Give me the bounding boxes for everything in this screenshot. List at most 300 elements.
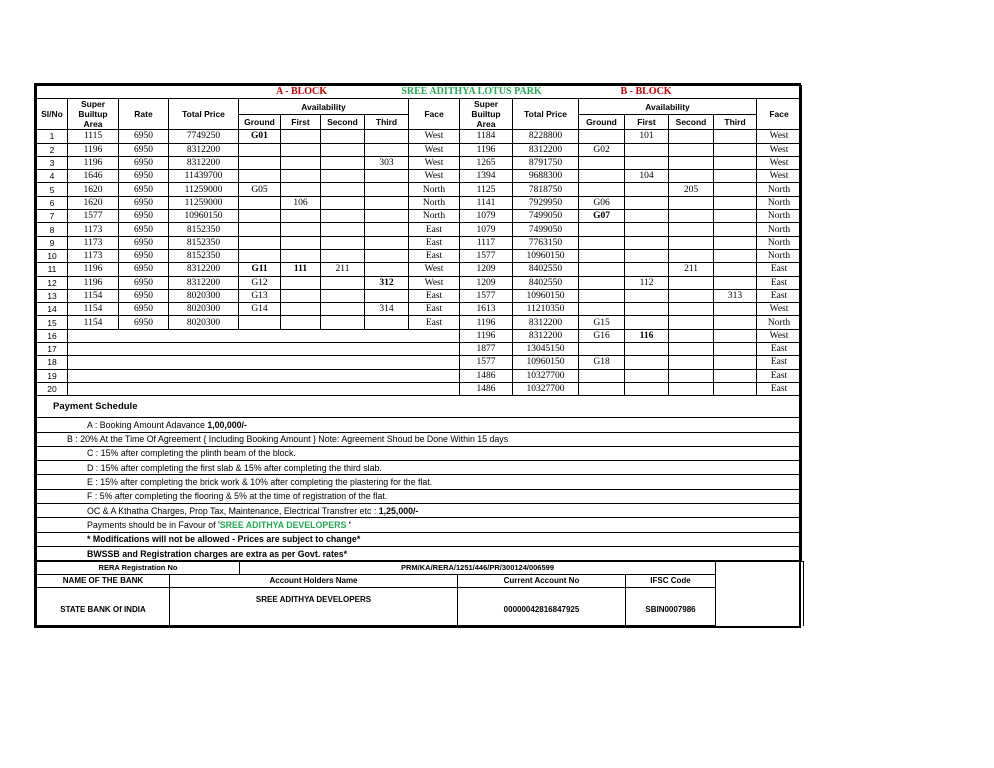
bwssb-note: BWSSB and Registration charges are extra as per Govt. rates* [37,546,802,560]
cell-b-g [579,369,625,382]
cell-b-face: North [757,249,802,262]
cell-a-face: North [409,210,460,223]
payment-d-row [37,461,802,475]
cell-a-price: 7749250 [169,130,239,143]
cell-b-t [714,196,757,209]
cell-b-area: 1577 [460,249,513,262]
cell-b-face: North [757,223,802,236]
cell-b-price: 8402550 [513,263,579,276]
cell-b-s [669,382,714,395]
col-total-price: Total Price [169,99,239,130]
col-availability: Availability [239,99,409,115]
payment-oc-row [37,504,802,518]
table-row [37,223,802,236]
cell-b-s: 205 [669,183,714,196]
cell-sl: 4 [37,170,68,183]
cell-b-f [625,183,669,196]
table-row [37,303,802,316]
empty-a-block-cell [68,369,460,382]
cell-a-face: West [409,156,460,169]
favour-end: ' [346,519,351,530]
table-row [37,356,802,369]
cell-b-f [625,289,669,302]
cell-b-t [714,236,757,249]
cell-b-t [714,356,757,369]
cell-b-face: East [757,276,802,289]
cell-a-face: East [409,236,460,249]
table-row [37,343,802,356]
cell-b-price: 8312200 [513,143,579,156]
cell-a-t [365,170,409,183]
cell-b-g [579,263,625,276]
cell-a-price: 8020300 [169,316,239,329]
cell-a-area: 1173 [68,223,119,236]
cell-a-price: 10960150 [169,210,239,223]
cell-b-price: 13045150 [513,343,579,356]
cell-b-area: 1486 [460,382,513,395]
cell-b-s [669,316,714,329]
cell-sl: 8 [37,223,68,236]
cell-b-g: G15 [579,316,625,329]
cell-b-t [714,329,757,342]
payment-f-row [37,489,802,503]
cell-a-t: 314 [365,303,409,316]
cell-b-s [669,236,714,249]
table-row [37,130,802,143]
col-b-first: First [625,114,669,130]
favour-text: Payments should be in Favour of ' [87,519,220,530]
table-row [37,289,802,302]
cell-a-price: 11259000 [169,196,239,209]
cell-a-t [365,289,409,302]
payment-a-row [37,418,802,432]
cell-a-g: G14 [239,303,281,316]
cell-a-price: 8152350 [169,236,239,249]
cell-b-face: East [757,263,802,276]
payment-oc-text: OC & A Kthatha Charges, Prop Tax, Maintenance, Electrical Transfrer etc : [87,505,379,516]
cell-sl: 12 [37,276,68,289]
cell-sl: 16 [37,329,68,342]
cell-b-f [625,382,669,395]
cell-b-g [579,183,625,196]
price-table [36,85,802,561]
cell-a-area: 1196 [68,143,119,156]
cell-a-s [321,210,365,223]
cell-b-t [714,210,757,223]
cell-a-face: East [409,316,460,329]
cell-b-area: 1196 [460,329,513,342]
cell-b-t [714,156,757,169]
cell-b-f [625,196,669,209]
cell-a-s [321,316,365,329]
cell-a-s [321,236,365,249]
cell-b-s [669,329,714,342]
cell-b-g: G18 [579,356,625,369]
cell-b-area: 1209 [460,276,513,289]
cell-a-g [239,223,281,236]
cell-b-f [625,303,669,316]
payment-c: C : 15% after completing the plinth beam of the block. [37,446,802,460]
cell-b-face: East [757,356,802,369]
payment-c-row [37,446,802,460]
cell-b-g [579,249,625,262]
cell-a-area: 1154 [68,289,119,302]
cell-a-face: West [409,130,460,143]
cell-a-area: 1154 [68,316,119,329]
cell-a-price: 8312200 [169,156,239,169]
cell-b-area: 1209 [460,263,513,276]
empty-a-block-cell [68,382,460,395]
empty-a-block-cell [68,329,460,342]
table-row [37,249,802,262]
table-row [37,210,802,223]
bank-values-row [37,588,804,626]
cell-b-t [714,223,757,236]
cell-a-price: 8312200 [169,276,239,289]
cell-b-s [669,143,714,156]
cell-b-s: 211 [669,263,714,276]
cell-b-area: 1079 [460,210,513,223]
cell-a-area: 1196 [68,263,119,276]
col-b-total-price: Total Price [513,99,579,130]
col-first: First [281,114,321,130]
price-sheet [34,83,801,628]
empty-a-block-cell [68,343,460,356]
cell-a-g [239,236,281,249]
bwssb-note-row [37,546,802,560]
cell-a-rate: 6950 [119,143,169,156]
cell-b-g [579,382,625,395]
cell-b-g [579,223,625,236]
col-super-builtup: Super Builtup Area [68,99,119,130]
cell-a-t [365,263,409,276]
cell-b-t [714,170,757,183]
cell-sl: 10 [37,249,68,262]
cell-a-f [281,249,321,262]
cell-a-t: 312 [365,276,409,289]
payment-oc-amount: 1,25,000/- [378,505,419,516]
cell-b-f [625,316,669,329]
cell-a-s [321,130,365,143]
cell-sl: 1 [37,130,68,143]
cell-b-area: 1125 [460,183,513,196]
cell-a-area: 1646 [68,170,119,183]
cell-a-g [239,196,281,209]
cell-a-face: East [409,303,460,316]
cell-b-s [669,356,714,369]
cell-b-face: West [757,303,802,316]
b-block-title: B - BLOCK [579,86,714,99]
empty-a-block-cell [68,356,460,369]
cell-sl: 13 [37,289,68,302]
table-row [37,369,802,382]
cell-a-rate: 6950 [119,130,169,143]
payment-e: E : 15% after completing the brick work & 10% after completing the plastering for the flat. [37,475,802,489]
cell-b-f [625,143,669,156]
cell-b-g [579,276,625,289]
cell-b-f [625,343,669,356]
payment-f: F : 5% after completing the flooring & 5% at the time of registration of the flat. [37,489,802,503]
rera-label: RERA Registration No [37,562,240,575]
cell-b-s [669,343,714,356]
cell-b-f: 104 [625,170,669,183]
cell-b-price: 7499050 [513,210,579,223]
account-no-value: 00000042816847925 [458,588,626,626]
cell-a-face: West [409,276,460,289]
cell-a-g [239,156,281,169]
cell-a-face: West [409,170,460,183]
cell-b-g [579,170,625,183]
empty-title-left [37,86,239,99]
cell-b-area: 1196 [460,316,513,329]
table-row [37,382,802,395]
cell-b-s [669,156,714,169]
cell-a-face: North [409,183,460,196]
table-row [37,170,802,183]
cell-a-rate: 6950 [119,196,169,209]
cell-b-area: 1613 [460,303,513,316]
cell-sl: 18 [37,356,68,369]
cell-a-t [365,223,409,236]
cell-b-area: 1577 [460,289,513,302]
cell-a-s [321,223,365,236]
cell-b-f [625,263,669,276]
cell-b-face: West [757,170,802,183]
cell-b-t [714,303,757,316]
cell-b-price: 7763150 [513,236,579,249]
cell-b-price: 10327700 [513,369,579,382]
bank-name-value: STATE BANK Of INDIA [37,588,170,626]
account-holder-label: Account Holders Name [170,575,458,588]
table-row [37,329,802,342]
cell-a-f [281,183,321,196]
cell-b-price: 10960150 [513,289,579,302]
cell-a-area: 1196 [68,276,119,289]
table-row [37,183,802,196]
cell-b-s [669,130,714,143]
cell-b-f [625,210,669,223]
col-b-third: Third [714,114,757,130]
col-b-ground: Ground [579,114,625,130]
payment-schedule-title: Payment Schedule [37,396,802,418]
cell-b-area: 1877 [460,343,513,356]
cell-a-rate: 6950 [119,316,169,329]
bank-header-row [37,575,804,588]
cell-b-face: North [757,196,802,209]
cell-b-g [579,130,625,143]
cell-a-g: G13 [239,289,281,302]
cell-a-t [365,130,409,143]
cell-a-t [365,249,409,262]
cell-a-t [365,236,409,249]
col-b-availability: Availability [579,99,757,115]
col-third: Third [365,114,409,130]
cell-a-f [281,170,321,183]
cell-a-area: 1154 [68,303,119,316]
cell-b-price: 7499050 [513,223,579,236]
cell-b-g: G02 [579,143,625,156]
modification-note-row [37,532,802,546]
col-b-super-builtup: Super Builtup Area [460,99,513,130]
cell-b-f [625,236,669,249]
cell-b-price: 8402550 [513,276,579,289]
col-second: Second [321,114,365,130]
cell-a-g [239,316,281,329]
bank-table [36,561,804,626]
cell-b-face: North [757,236,802,249]
cell-b-price: 7818750 [513,183,579,196]
cell-a-g [239,210,281,223]
account-no-label: Current Account No [458,575,626,588]
cell-b-g [579,289,625,302]
col-b-face: Face [757,99,802,130]
project-title: SREE ADITHYA LOTUS PARK [365,86,579,99]
payment-a-text: A : Booking Amount Adavance [87,419,208,430]
table-row [37,156,802,169]
cell-b-s [669,196,714,209]
cell-a-s [321,183,365,196]
cell-a-g [239,170,281,183]
table-row [37,196,802,209]
cell-a-s [321,170,365,183]
cell-b-face: East [757,382,802,395]
cell-a-area: 1173 [68,249,119,262]
cell-b-f [625,223,669,236]
account-holder-value: SREE ADITHYA DEVELOPERS [170,588,458,626]
cell-a-t [365,210,409,223]
ifsc-value: SBIN0007986 [626,588,716,626]
cell-a-rate: 6950 [119,249,169,262]
cell-a-rate: 6950 [119,170,169,183]
cell-b-t [714,183,757,196]
cell-b-price: 10327700 [513,382,579,395]
cell-a-g: G01 [239,130,281,143]
cell-b-face: East [757,343,802,356]
cell-b-s [669,303,714,316]
cell-a-s [321,303,365,316]
cell-b-price: 8312200 [513,316,579,329]
payment-favour [37,518,802,532]
cell-a-face: West [409,143,460,156]
cell-b-t [714,316,757,329]
cell-b-face: East [757,289,802,302]
cell-b-f [625,156,669,169]
table-row [37,316,802,329]
cell-b-s [669,369,714,382]
cell-b-t [714,369,757,382]
cell-a-f [281,143,321,156]
ifsc-label: IFSC Code [626,575,716,588]
cell-a-area: 1115 [68,130,119,143]
cell-b-g [579,156,625,169]
col-face: Face [409,99,460,130]
payment-oc [37,504,802,518]
cell-a-price: 11439700 [169,170,239,183]
cell-a-s: 211 [321,263,365,276]
cell-a-price: 8020300 [169,303,239,316]
cell-b-price: 8228800 [513,130,579,143]
modification-note: * Modifications will not be allowed - Prices are subject to change* [37,532,802,546]
title-row [37,86,802,99]
bank-name-label: NAME OF THE BANK [37,575,170,588]
cell-b-area: 1141 [460,196,513,209]
payment-d: D : 15% after completing the first slab & 15% after completing the third slab. [37,461,802,475]
cell-a-face: West [409,263,460,276]
cell-b-f [625,369,669,382]
cell-a-face: East [409,223,460,236]
cell-a-g [239,249,281,262]
col-ground: Ground [239,114,281,130]
cell-a-f [281,210,321,223]
cell-b-s [669,289,714,302]
cell-a-f [281,289,321,302]
table-row [37,263,802,276]
cell-b-face: East [757,369,802,382]
col-rate: Rate [119,99,169,130]
cell-b-f: 116 [625,329,669,342]
cell-b-face: West [757,329,802,342]
cell-a-f [281,236,321,249]
cell-a-s [321,156,365,169]
cell-sl: 17 [37,343,68,356]
payment-title-row [37,396,802,418]
cell-a-area: 1196 [68,156,119,169]
cell-b-g: G07 [579,210,625,223]
cell-b-t [714,130,757,143]
cell-b-price: 10960150 [513,249,579,262]
cell-sl: 19 [37,369,68,382]
cell-b-t [714,382,757,395]
cell-sl: 14 [37,303,68,316]
cell-a-price: 8152350 [169,223,239,236]
cell-sl: 3 [37,156,68,169]
cell-b-s [669,276,714,289]
payment-b-row [37,432,802,446]
cell-a-f [281,223,321,236]
cell-a-face: East [409,249,460,262]
cell-b-t: 313 [714,289,757,302]
cell-sl: 20 [37,382,68,395]
cell-b-area: 1394 [460,170,513,183]
payment-a-amount: 1,00,000/- [207,419,247,430]
cell-b-t [714,249,757,262]
table-row [37,276,802,289]
cell-a-rate: 6950 [119,183,169,196]
cell-b-f [625,356,669,369]
cell-a-rate: 6950 [119,156,169,169]
cell-b-area: 1265 [460,156,513,169]
payment-e-row [37,475,802,489]
cell-a-g [239,143,281,156]
cell-a-rate: 6950 [119,236,169,249]
col-slno: Sl/No [37,99,68,130]
cell-b-g: G06 [579,196,625,209]
cell-sl: 5 [37,183,68,196]
favour-name: SREE ADITHYA DEVELOPERS [219,519,347,530]
cell-sl: 11 [37,263,68,276]
cell-b-area: 1184 [460,130,513,143]
cell-a-rate: 6950 [119,210,169,223]
cell-a-area: 1173 [68,236,119,249]
col-b-second: Second [669,114,714,130]
cell-b-face: North [757,210,802,223]
payment-favour-row [37,518,802,532]
cell-b-s [669,210,714,223]
cell-sl: 2 [37,143,68,156]
cell-a-area: 1620 [68,183,119,196]
cell-a-rate: 6950 [119,223,169,236]
bank-blank-cell [716,562,804,626]
